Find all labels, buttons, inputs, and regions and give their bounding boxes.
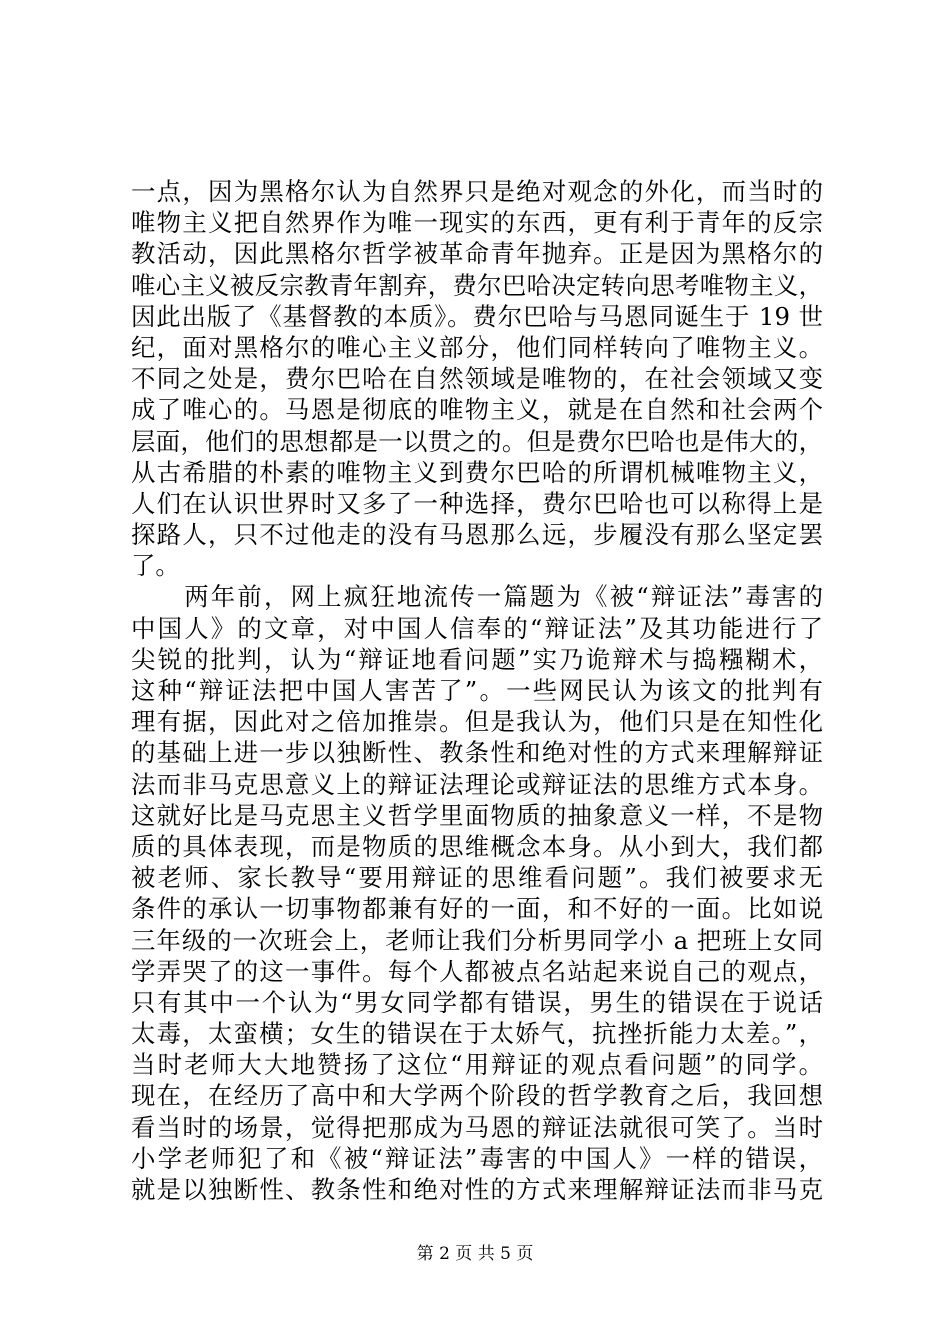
text-line: 教活动，因此黑格尔哲学被革命青年抛弃。正是因为黑格尔的: [131, 239, 823, 269]
text-line: 不同之处是，费尔巴哈在自然领域是唯物的，在社会领域又变: [131, 364, 823, 394]
text-line: 人们在认识世界时又多了一种选择，费尔巴哈也可以称得上是: [131, 488, 823, 518]
text-line: 这就好比是马克思主义哲学里面物质的抽象意义一样，不是物: [131, 800, 823, 830]
text-line: 的基础上进一步以独断性、教条性和绝对性的方式来理解辩证: [131, 738, 823, 768]
text-line: 了。: [131, 551, 180, 581]
text-line: 一点，因为黑格尔认为自然界只是绝对观念的外化，而当时的: [131, 177, 823, 206]
text-line: 理有据，因此对之倍加推崇。但是我认为，他们只是在知性化: [131, 707, 823, 737]
text-line: 被老师、家长教导“要用辩证的思维看问题”。我们被要求无: [131, 863, 823, 893]
text-line: 当时老师大大地赞扬了这位“用辩证的观点看问题”的同学。: [131, 1050, 823, 1080]
text-line: 现在，在经历了高中和大学两个阶段的哲学教育之后，我回想: [131, 1081, 823, 1111]
text-line: 看当时的场景，觉得把那成为马恩的辩证法就很可笑了。当时: [131, 1112, 823, 1142]
text-line: 中国人》的文章，对中国人信奉的“辩证法”及其功能进行了: [131, 613, 823, 643]
text-line: 探路人，只不过他走的没有马恩那么远，步履没有那么坚定罢: [131, 520, 823, 550]
text-line: 小学老师犯了和《被“辩证法”毒害的中国人》一样的错误，: [131, 1143, 823, 1173]
text-line: 法而非马克思意义上的辩证法理论或辩证法的思维方式本身。: [131, 769, 823, 799]
text-line: 就是以独断性、教条性和绝对性的方式来理解辩证法而非马克: [131, 1175, 823, 1204]
text-line: 质的具体表现，而是物质的思维概念本身。从小到大，我们都: [131, 831, 823, 861]
text-line: 条件的承认一切事物都兼有好的一面，和不好的一面。比如说: [131, 894, 823, 924]
text-line: 因此出版了《基督教的本质》。费尔巴哈与马恩同诞生于 19 世: [131, 301, 823, 331]
text-line: 层面，他们的思想都是一以贯之的。但是费尔巴哈也是伟大的，: [131, 426, 823, 456]
text-line: 唯物主义把自然界作为唯一现实的东西，更有利于青年的反宗: [131, 208, 823, 238]
text-line: 学弄哭了的这一事件。每个人都被点名站起来说自己的观点，: [131, 956, 823, 986]
body-text: [131, 176, 823, 1205]
text-line: 太毒，太蛮横；女生的错误在于太娇气，抗挫折能力太差。”，: [131, 1019, 823, 1049]
text-line: 只有其中一个认为“男女同学都有错误，男生的错误在于说话: [131, 987, 823, 1017]
text-line: 两年前，网上疯狂地流传一篇题为《被“辩证法”毒害的: [131, 582, 823, 612]
text-line: 唯心主义被反宗教青年割弃，费尔巴哈决定转向思考唯物主义，: [131, 270, 823, 300]
text-line: 三年级的一次班会上，老师让我们分析男同学小 a 把班上女同: [131, 925, 823, 955]
text-line: 尖锐的批判，认为“辩证地看问题”实乃诡辩术与捣糨糊术，: [131, 644, 823, 674]
text-line: 成了唯心的。马恩是彻底的唯物主义，就是在自然和社会两个: [131, 395, 823, 425]
text-line: 纪，面对黑格尔的唯心主义部分，他们同样转向了唯物主义。: [131, 332, 823, 362]
text-line: 这种“辩证法把中国人害苦了”。一些网民认为该文的批判有: [131, 676, 823, 705]
text-line: 从古希腊的朴素的唯物主义到费尔巴哈的所谓机械唯物主义，: [131, 457, 823, 487]
page-number-footer: 第 2 页 共 5 页: [416, 1244, 534, 1264]
